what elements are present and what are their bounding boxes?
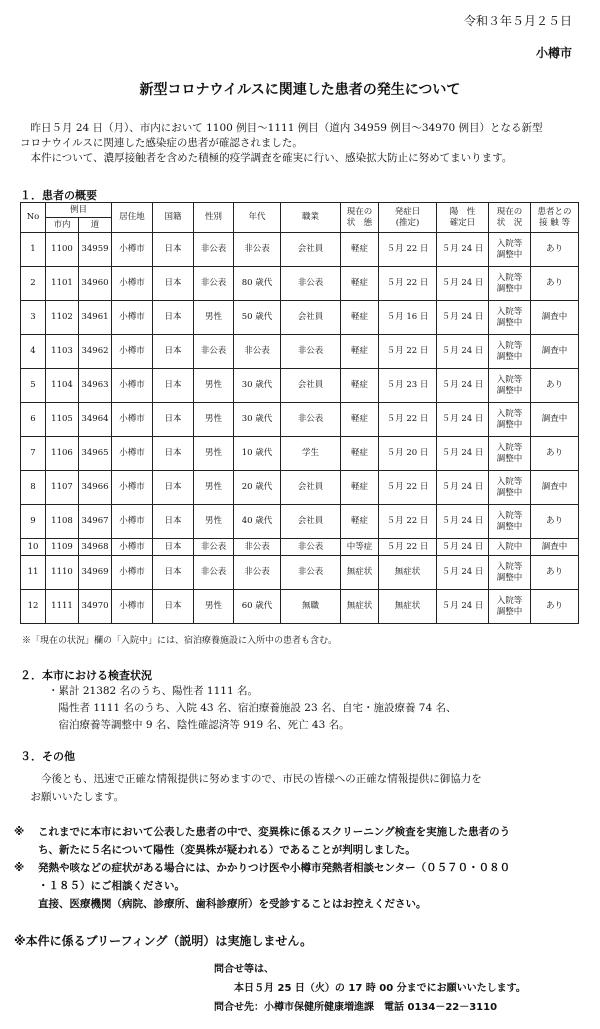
- row-city-case: 1105: [46, 403, 79, 437]
- row-contact: 調査中: [531, 539, 579, 556]
- row-no: 3: [21, 301, 46, 335]
- current-status-line: 入院等: [496, 408, 523, 419]
- row-onset: ５月 22 日: [379, 335, 437, 369]
- row-current-status: [489, 267, 531, 301]
- row-contact: あり: [531, 556, 579, 590]
- notice-line: 発熱や咳などの症状がある場合には、かかりつけ医や小樽市発熱者相談センター（０５７０・０８０: [38, 862, 511, 874]
- row-age: 非公表: [234, 335, 281, 369]
- header-line: (推定): [395, 217, 420, 228]
- current-status-line: 入院等: [496, 238, 523, 249]
- row-contact: 調査中: [531, 301, 579, 335]
- row-age: 50 歳代: [234, 301, 281, 335]
- row-sex: 男性: [194, 403, 234, 437]
- row-dou-case: 34968: [79, 539, 112, 556]
- col-header-positive-date: [437, 203, 489, 233]
- notice-line: ・１８５）にご相談ください。: [38, 880, 185, 892]
- row-age: 非公表: [234, 233, 281, 267]
- row-city-case: 1109: [46, 539, 79, 556]
- row-job: 無職: [281, 590, 341, 624]
- row-dou-case: 34960: [79, 267, 112, 301]
- table-row: [21, 437, 579, 471]
- row-dou-case: 34967: [79, 505, 112, 539]
- row-job: 会社員: [281, 369, 341, 403]
- notice-line: これまでに本市において公表した患者の中で、変異株に係るスクリーニング検査を実施した患者のう: [38, 826, 511, 838]
- row-nationality: 日本: [153, 590, 194, 624]
- table-row: [21, 335, 579, 369]
- row-positive-date: ５月 24 日: [437, 369, 489, 403]
- header-line: 状 況: [496, 217, 523, 228]
- notice-item: [14, 859, 584, 913]
- header-line: 確定日: [449, 217, 476, 228]
- table-row: [21, 301, 579, 335]
- row-nationality: 日本: [153, 301, 194, 335]
- row-residence: 小樽市: [112, 556, 153, 590]
- row-positive-date: ５月 24 日: [437, 301, 489, 335]
- page-title: 新型コロナウイルスに関連した患者の発生について: [139, 82, 461, 98]
- row-age: 非公表: [234, 539, 281, 556]
- row-current-status: [489, 233, 531, 267]
- row-no: 7: [21, 437, 46, 471]
- row-nationality: 日本: [153, 539, 194, 556]
- row-job: 非公表: [281, 539, 341, 556]
- notice-line: ち、新たに５名について陽性（変異株が疑われる）であることが判明しました。: [38, 844, 416, 856]
- contact-line: 問合せ先：小樽市保健所健康増進課 電話 0134－22－3110: [214, 1002, 498, 1013]
- current-status-line: 入院等: [496, 340, 523, 351]
- row-state: 軽症: [341, 301, 379, 335]
- intro-paragraph: [20, 121, 578, 166]
- row-current-status: [489, 539, 531, 556]
- row-contact: 調査中: [531, 471, 579, 505]
- row-current-status: [489, 471, 531, 505]
- row-city-case: 1102: [46, 301, 79, 335]
- row-positive-date: ５月 24 日: [437, 403, 489, 437]
- row-job: 会社員: [281, 233, 341, 267]
- section3: [20, 748, 482, 806]
- row-current-status: [489, 369, 531, 403]
- row-positive-date: ５月 24 日: [437, 556, 489, 590]
- row-onset: ５月 22 日: [379, 403, 437, 437]
- row-state: 軽症: [341, 369, 379, 403]
- patient-table: [20, 202, 579, 624]
- row-positive-date: ５月 24 日: [437, 590, 489, 624]
- row-residence: 小樽市: [112, 267, 153, 301]
- row-age: 80 歳代: [234, 267, 281, 301]
- current-status-line: 入院等: [496, 561, 523, 572]
- row-positive-date: ５月 24 日: [437, 267, 489, 301]
- current-status-line: 調整中: [496, 419, 523, 430]
- col-header-case: 例目: [46, 203, 112, 218]
- row-contact: あり: [531, 590, 579, 624]
- row-no: 1: [21, 233, 46, 267]
- row-no: 10: [21, 539, 46, 556]
- col-header-contact: [531, 203, 579, 233]
- row-age: 30 歳代: [234, 403, 281, 437]
- section2-line: 宿泊療養等調整中 9 名、陰性確認済等 919 名、死亡 43 名。: [48, 719, 350, 731]
- briefing-notice: ※本件に係るブリーフィング（説明）は実施しません。: [14, 934, 313, 948]
- row-onset: ５月 23 日: [379, 369, 437, 403]
- row-sex: 非公表: [194, 335, 234, 369]
- row-contact: あり: [531, 267, 579, 301]
- row-city-case: 1110: [46, 556, 79, 590]
- row-state: 軽症: [341, 335, 379, 369]
- row-positive-date: ５月 24 日: [437, 437, 489, 471]
- row-residence: 小樽市: [112, 539, 153, 556]
- row-onset: ５月 22 日: [379, 505, 437, 539]
- contact-block: [214, 960, 526, 1017]
- row-no: 12: [21, 590, 46, 624]
- row-sex: 非公表: [194, 233, 234, 267]
- document-date: 令和３年５月２５日: [463, 14, 572, 28]
- row-state: 無症状: [341, 556, 379, 590]
- current-status-line: 調整中: [496, 606, 523, 617]
- header-line: 状 態: [346, 217, 373, 228]
- row-state: 軽症: [341, 471, 379, 505]
- current-status-line: 調整中: [496, 249, 523, 260]
- col-header-city: 市内: [46, 218, 79, 233]
- row-current-status: [489, 556, 531, 590]
- current-status-line: 入院等: [496, 374, 523, 385]
- row-contact: あり: [531, 437, 579, 471]
- row-job: 非公表: [281, 335, 341, 369]
- table-row: [21, 369, 579, 403]
- col-header-no: No: [21, 203, 46, 233]
- current-status-line: 入院等: [496, 476, 523, 487]
- table-row: [21, 505, 579, 539]
- section2-line: 陽性者 1111 名のうち、入院 43 名、宿泊療養施設 23 名、自宅・施設療養 74 名、: [48, 702, 457, 714]
- row-sex: 非公表: [194, 556, 234, 590]
- row-onset: ５月 22 日: [379, 267, 437, 301]
- row-onset: ５月 22 日: [379, 233, 437, 267]
- current-status-line: 調整中: [496, 385, 523, 396]
- row-age: 60 歳代: [234, 590, 281, 624]
- current-status-line: 調整中: [496, 317, 523, 328]
- row-nationality: 日本: [153, 335, 194, 369]
- row-job: 会社員: [281, 471, 341, 505]
- row-job: 非公表: [281, 556, 341, 590]
- current-status-line: 調整中: [496, 521, 523, 532]
- row-positive-date: ５月 24 日: [437, 539, 489, 556]
- row-no: 8: [21, 471, 46, 505]
- row-contact: 調査中: [531, 335, 579, 369]
- col-header-age: 年代: [234, 203, 281, 233]
- row-residence: 小樽市: [112, 437, 153, 471]
- row-state: 軽症: [341, 403, 379, 437]
- current-status-line: 入院中: [496, 541, 523, 552]
- row-current-status: [489, 590, 531, 624]
- row-nationality: 日本: [153, 471, 194, 505]
- row-age: 非公表: [234, 556, 281, 590]
- row-no: 2: [21, 267, 46, 301]
- row-onset: ５月 22 日: [379, 471, 437, 505]
- notice-mark: ※: [14, 826, 25, 838]
- row-current-status: [489, 505, 531, 539]
- row-age: 30 歳代: [234, 369, 281, 403]
- current-status-line: 調整中: [496, 351, 523, 362]
- table-row: [21, 556, 579, 590]
- intro-line: 昨日５月 24 日（月）、市内において 1100 例目～1111 例目（道内 34959 例目～34970 例目）となる新型: [20, 122, 543, 134]
- table-row: [21, 403, 579, 437]
- table-row: [21, 267, 579, 301]
- row-age: 10 歳代: [234, 437, 281, 471]
- row-residence: 小樽市: [112, 590, 153, 624]
- row-sex: 非公表: [194, 267, 234, 301]
- row-city-case: 1108: [46, 505, 79, 539]
- row-city-case: 1104: [46, 369, 79, 403]
- row-state: 中等症: [341, 539, 379, 556]
- section3-line: 今後とも、迅速で正確な情報提供に努めますので、市民の皆様への正確な情報提供に御協力を: [20, 773, 482, 785]
- row-contact: 調査中: [531, 403, 579, 437]
- row-positive-date: ５月 24 日: [437, 233, 489, 267]
- row-state: 軽症: [341, 437, 379, 471]
- row-current-status: [489, 437, 531, 471]
- row-city-case: 1111: [46, 590, 79, 624]
- row-contact: あり: [531, 369, 579, 403]
- section1-heading: １．患者の概要: [20, 189, 97, 202]
- row-current-status: [489, 335, 531, 369]
- intro-line: 本件について、濃厚接触者を含めた積極的疫学調査を確実に行い、感染拡大防止に努めてまいります。: [20, 152, 513, 164]
- row-nationality: 日本: [153, 437, 194, 471]
- row-nationality: 日本: [153, 369, 194, 403]
- row-sex: 男性: [194, 437, 234, 471]
- row-onset: 無症状: [379, 556, 437, 590]
- current-status-line: 調整中: [496, 453, 523, 464]
- row-dou-case: 34962: [79, 335, 112, 369]
- table-row: [21, 539, 579, 556]
- intro-line: コロナウイルスに関連した感染症の患者が確認されました。: [20, 137, 303, 149]
- row-onset: ５月 16 日: [379, 301, 437, 335]
- notices: [14, 823, 584, 913]
- row-dou-case: 34963: [79, 369, 112, 403]
- section3-line: お願いいたします。: [20, 791, 125, 803]
- row-dou-case: 34959: [79, 233, 112, 267]
- row-onset: ５月 22 日: [379, 539, 437, 556]
- issuing-organization: 小樽市: [535, 46, 572, 60]
- row-contact: あり: [531, 233, 579, 267]
- current-status-line: 入院等: [496, 306, 523, 317]
- current-status-line: 入院等: [496, 442, 523, 453]
- header-line: 現在の: [496, 206, 523, 217]
- row-city-case: 1107: [46, 471, 79, 505]
- notice-line: 直接、医療機関（病院、診療所、歯科診療所）を受診することはお控えください。: [38, 898, 427, 910]
- row-sex: 男性: [194, 369, 234, 403]
- contact-line: 問合せ等は、: [214, 964, 274, 975]
- row-current-status: [489, 403, 531, 437]
- col-header-job: 職業: [281, 203, 341, 233]
- row-nationality: 日本: [153, 403, 194, 437]
- row-job: 学生: [281, 437, 341, 471]
- table-row: [21, 233, 579, 267]
- row-residence: 小樽市: [112, 233, 153, 267]
- row-no: 9: [21, 505, 46, 539]
- current-status-line: 入院等: [496, 272, 523, 283]
- row-positive-date: ５月 24 日: [437, 335, 489, 369]
- section2: [20, 667, 457, 734]
- contact-line: 本日５月 25 日（火）の 17 時 00 分までにお願いいたします。: [214, 983, 526, 994]
- row-residence: 小樽市: [112, 369, 153, 403]
- row-no: 5: [21, 369, 46, 403]
- row-city-case: 1106: [46, 437, 79, 471]
- row-no: 11: [21, 556, 46, 590]
- table-note: ※「現在の状況」欄の「入院中」には、宿泊療養施設に入所中の患者も含む。: [22, 636, 338, 646]
- section2-line: ・累計 21382 名のうち、陽性者 1111 名。: [48, 685, 258, 697]
- col-header-residence: 居住地: [112, 203, 153, 233]
- table-row: [21, 471, 579, 505]
- current-status-line: 調整中: [496, 283, 523, 294]
- row-city-case: 1100: [46, 233, 79, 267]
- row-sex: 非公表: [194, 539, 234, 556]
- row-job: 非公表: [281, 403, 341, 437]
- row-onset: ５月 20 日: [379, 437, 437, 471]
- row-state: 軽症: [341, 233, 379, 267]
- section2-heading: ２．本市における検査状況: [20, 669, 152, 682]
- row-state: 無症状: [341, 590, 379, 624]
- row-residence: 小樽市: [112, 403, 153, 437]
- row-no: 6: [21, 403, 46, 437]
- current-status-line: 調整中: [496, 572, 523, 583]
- header-line: 陽 性: [449, 206, 476, 217]
- row-positive-date: ５月 24 日: [437, 471, 489, 505]
- row-state: 軽症: [341, 267, 379, 301]
- row-dou-case: 34965: [79, 437, 112, 471]
- section3-heading: ３．その他: [20, 750, 75, 763]
- row-positive-date: ５月 24 日: [437, 505, 489, 539]
- row-onset: 無症状: [379, 590, 437, 624]
- notice-mark: ※: [14, 862, 25, 874]
- row-nationality: 日本: [153, 556, 194, 590]
- row-job: 会社員: [281, 301, 341, 335]
- row-city-case: 1101: [46, 267, 79, 301]
- row-current-status: [489, 301, 531, 335]
- table-row: [21, 590, 579, 624]
- current-status-line: 入院等: [496, 510, 523, 521]
- row-state: 軽症: [341, 505, 379, 539]
- col-header-dou: 道: [79, 218, 112, 233]
- row-age: 40 歳代: [234, 505, 281, 539]
- row-no: 4: [21, 335, 46, 369]
- header-line: 患者との: [537, 206, 572, 217]
- row-sex: 男性: [194, 301, 234, 335]
- row-nationality: 日本: [153, 267, 194, 301]
- col-header-current: [489, 203, 531, 233]
- row-nationality: 日本: [153, 505, 194, 539]
- row-residence: 小樽市: [112, 335, 153, 369]
- row-age: 20 歳代: [234, 471, 281, 505]
- row-dou-case: 34964: [79, 403, 112, 437]
- row-nationality: 日本: [153, 233, 194, 267]
- row-dou-case: 34961: [79, 301, 112, 335]
- row-sex: 男性: [194, 590, 234, 624]
- row-residence: 小樽市: [112, 301, 153, 335]
- row-dou-case: 34966: [79, 471, 112, 505]
- row-residence: 小樽市: [112, 505, 153, 539]
- header-line: 接 触 等: [539, 217, 570, 228]
- header-line: 発症日: [394, 206, 421, 217]
- notice-item: [14, 823, 584, 859]
- current-status-line: 入院等: [496, 595, 523, 606]
- col-header-status: [341, 203, 379, 233]
- row-job: 非公表: [281, 267, 341, 301]
- row-residence: 小樽市: [112, 471, 153, 505]
- col-header-onset: [379, 203, 437, 233]
- header-line: 現在の: [346, 206, 373, 217]
- row-sex: 男性: [194, 505, 234, 539]
- row-job: 会社員: [281, 505, 341, 539]
- col-header-nationality: 国籍: [153, 203, 194, 233]
- row-sex: 男性: [194, 471, 234, 505]
- row-city-case: 1103: [46, 335, 79, 369]
- row-contact: あり: [531, 505, 579, 539]
- row-dou-case: 34970: [79, 590, 112, 624]
- col-header-sex: 性別: [194, 203, 234, 233]
- current-status-line: 調整中: [496, 487, 523, 498]
- row-dou-case: 34969: [79, 556, 112, 590]
